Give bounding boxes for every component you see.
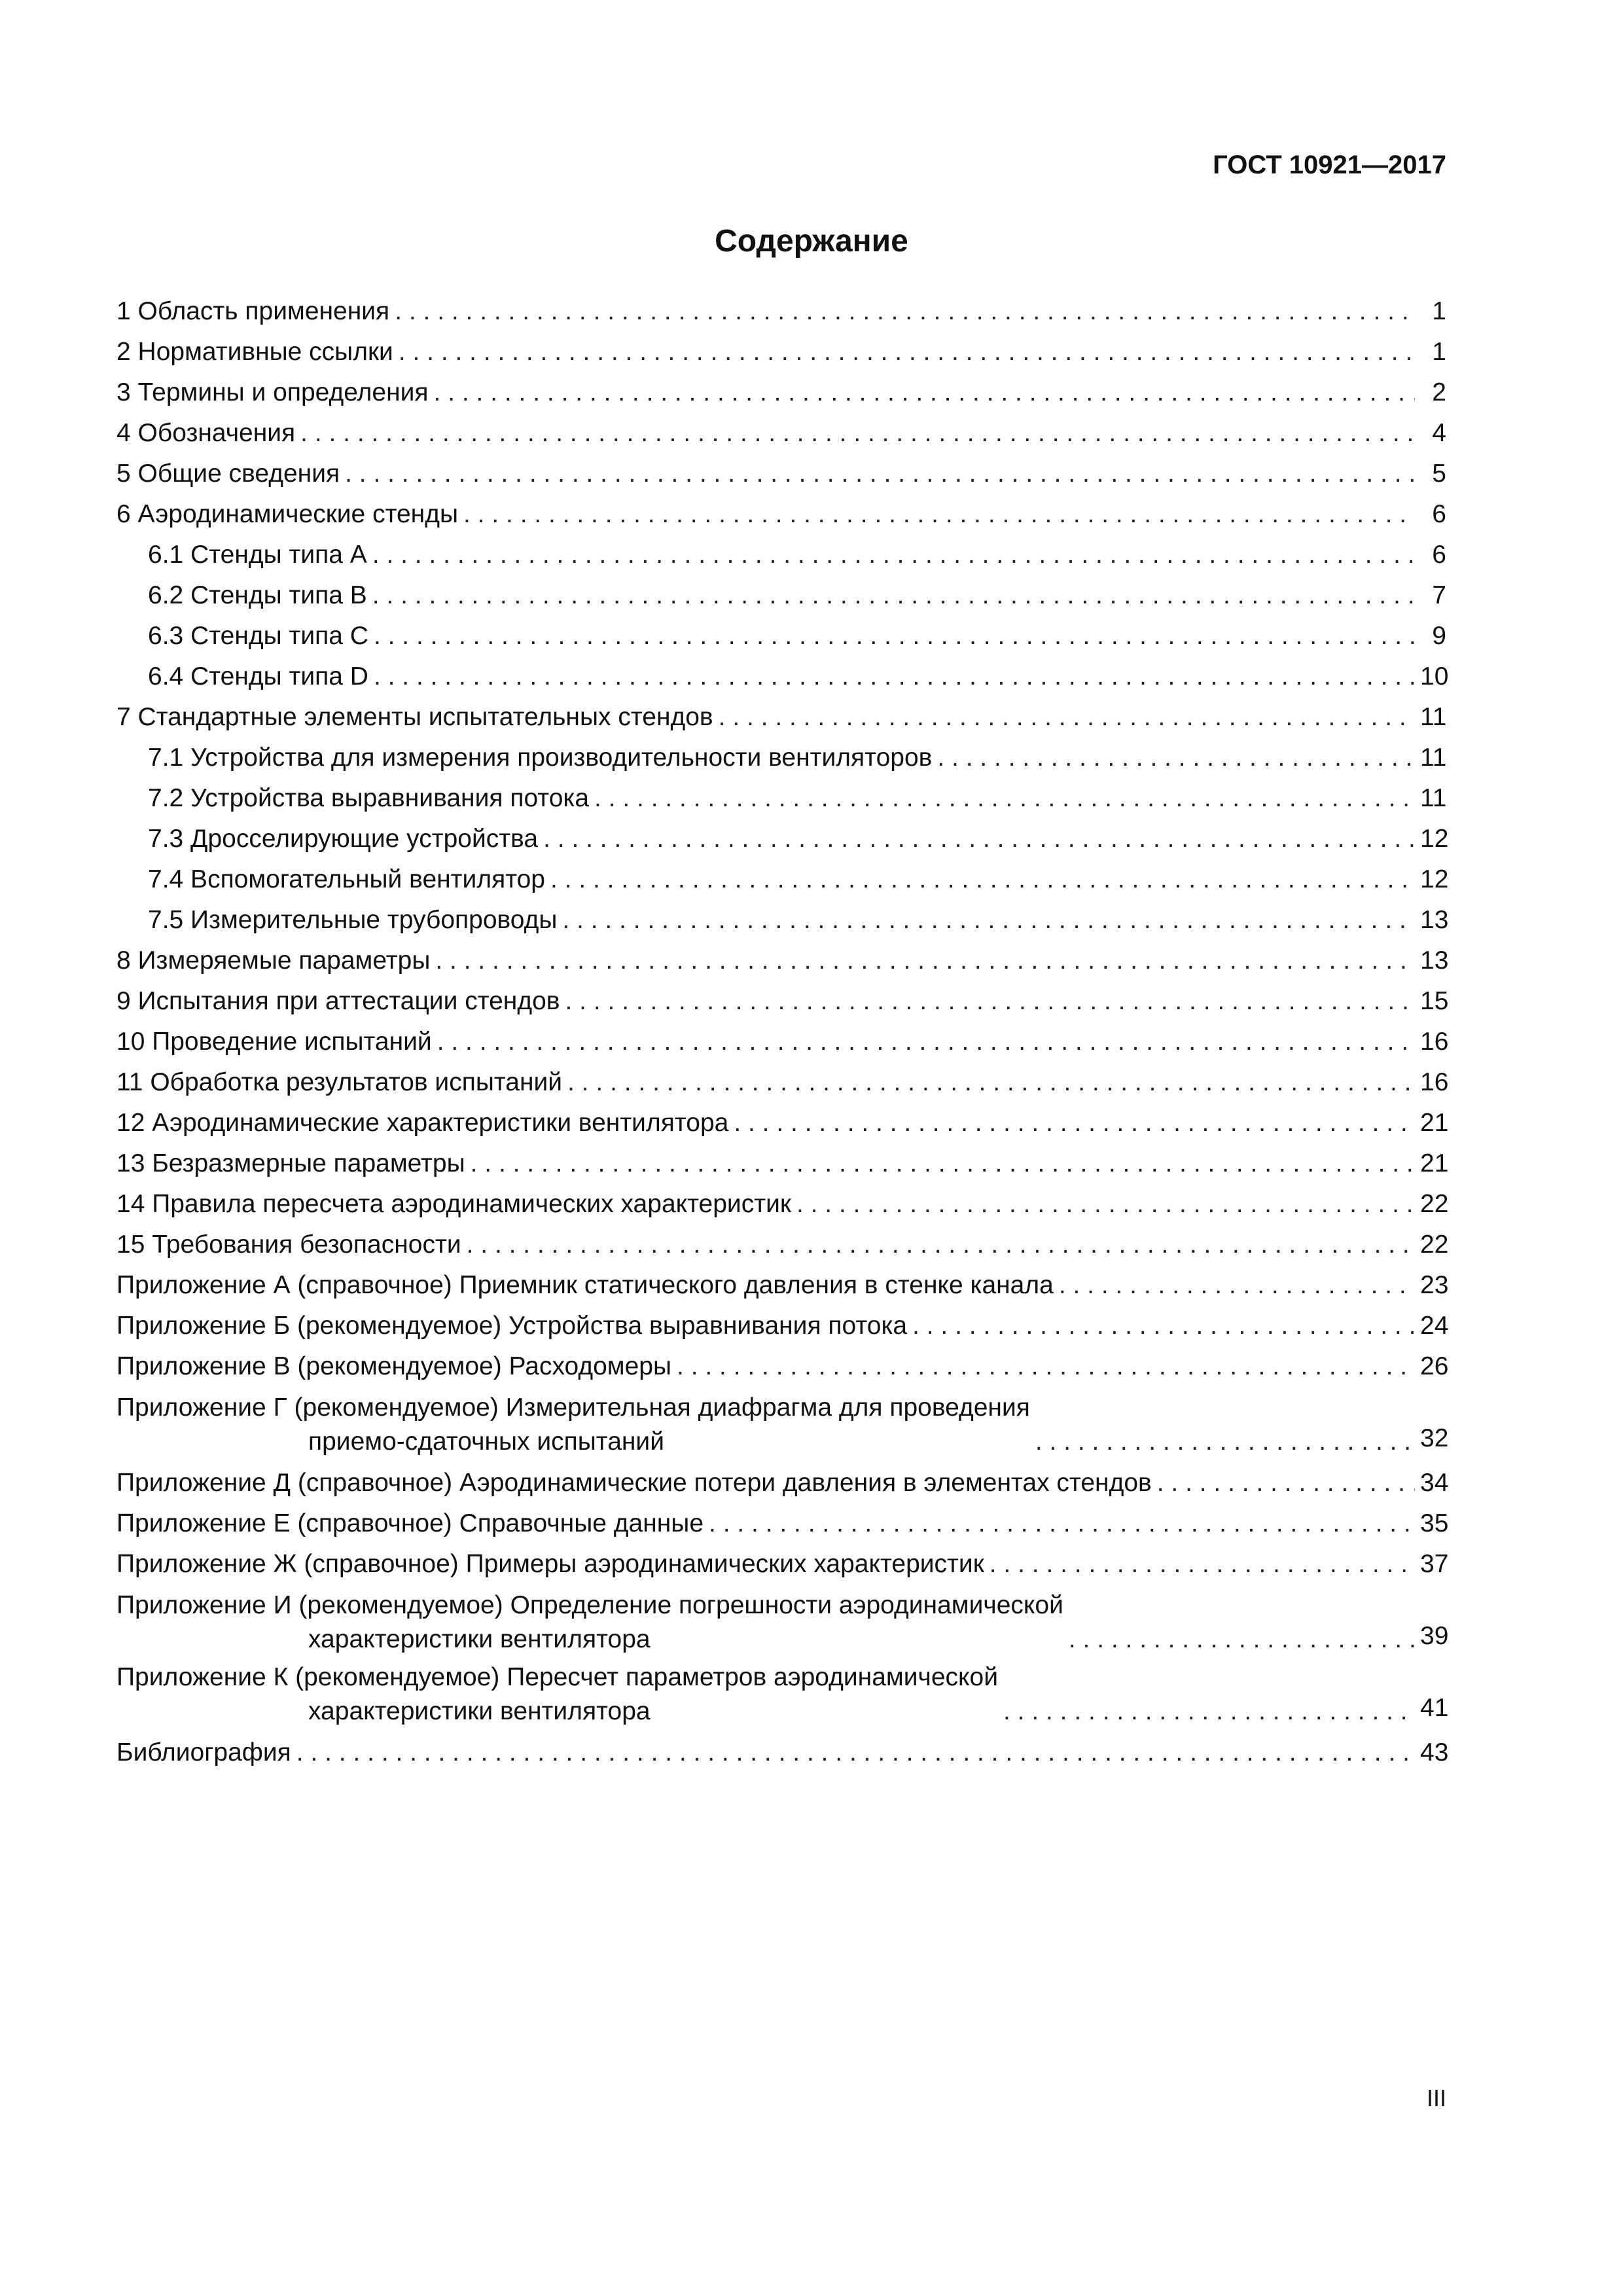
toc-entry[interactable]	[116, 1306, 1449, 1346]
toc-entry[interactable]	[116, 494, 1446, 535]
toc-entry[interactable]	[116, 1391, 1449, 1459]
toc-entry-title	[116, 1143, 465, 1184]
dot-leader	[1059, 1265, 1415, 1306]
dot-leader	[435, 941, 1415, 981]
dot-leader	[719, 697, 1415, 738]
toc-entry-page: 12	[1420, 865, 1449, 893]
toc-entry[interactable]	[116, 656, 1449, 697]
toc-entry-title-line: Приложение А (справочное) Приемник статического давления в стенке канала	[116, 1271, 1054, 1299]
toc-entry-title-line: 2 Нормативные ссылки	[116, 338, 393, 366]
page-folio: III	[1426, 2085, 1446, 2111]
toc-entry-page: 21	[1420, 1109, 1449, 1137]
toc-entry-page: 16	[1420, 1028, 1449, 1056]
toc-entry-page: 34	[1420, 1469, 1449, 1497]
toc-entry-title-line: Приложение Д (справочное) Аэродинамические потери давления в элементах стендов	[116, 1469, 1152, 1497]
dot-leader	[912, 1306, 1415, 1346]
toc-entry-page: 24	[1420, 1312, 1449, 1340]
toc-entry-page: 15	[1420, 987, 1449, 1015]
toc-entry-title-line: 8 Измеряемые параметры	[116, 946, 431, 975]
toc-entry-title	[148, 575, 367, 616]
toc-entry-page: 11	[1420, 744, 1447, 772]
toc-entry-title	[116, 372, 429, 413]
toc-entry-page: 37	[1420, 1550, 1449, 1578]
dot-leader	[345, 454, 1415, 494]
toc-entry-title-line: 12 Аэродинамические характеристики вентилятора	[116, 1109, 729, 1137]
toc-entry-title	[116, 1306, 907, 1346]
toc-entry-title-line: 7.2 Устройства выравнивания потока	[148, 784, 590, 812]
toc-entry[interactable]	[116, 413, 1446, 454]
table-of-contents	[116, 291, 1449, 1773]
toc-entry-title	[116, 1588, 1063, 1657]
toc-entry-title-line: 9 Испытания при аттестации стендов	[116, 987, 560, 1015]
dot-leader	[562, 900, 1415, 941]
toc-entry-page: 43	[1420, 1738, 1449, 1767]
toc-entry-page: 22	[1420, 1190, 1449, 1218]
dot-leader	[467, 1225, 1415, 1265]
toc-entry-page: 26	[1420, 1352, 1449, 1380]
toc-entry-title-line: 6.1 Стенды типа А	[148, 541, 367, 569]
toc-entry-title-line: Приложение Е (справочное) Справочные данные	[116, 1509, 704, 1537]
dot-leader	[399, 332, 1415, 372]
toc-entry-title-line: 10 Проведение испытаний	[116, 1028, 432, 1056]
toc-entry-title	[148, 656, 368, 697]
toc-entry-title-line: 6.3 Стенды типа С	[148, 622, 368, 650]
toc-entry-page: 6	[1432, 500, 1446, 528]
toc-entry-title-line: Приложение Б (рекомендуемое) Устройства выравнивания потока	[116, 1312, 908, 1340]
toc-entry-title-continuation: характеристики вентилятора	[308, 1697, 651, 1725]
toc-entry-title-line: 7 Стандартные элементы испытательных стендов	[116, 703, 713, 731]
dot-leader	[395, 291, 1415, 332]
toc-entry[interactable]	[116, 332, 1446, 372]
toc-entry-title-line: 7.1 Устройства для измерения производительности вентиляторов	[148, 744, 933, 772]
toc-entry-title-line: 7.3 Дросселирующие устройства	[148, 825, 539, 853]
toc-entry-title	[116, 1463, 1152, 1503]
toc-entry-title	[116, 1660, 998, 1729]
toc-entry-page: 13	[1420, 906, 1449, 934]
toc-entry-page: 22	[1420, 1230, 1449, 1259]
toc-entry[interactable]	[116, 819, 1449, 859]
dot-leader	[372, 535, 1415, 575]
toc-entry-title	[148, 738, 932, 778]
toc-entry-title	[116, 1544, 984, 1585]
dot-leader	[463, 494, 1415, 535]
toc-entry-page: 2	[1432, 378, 1446, 406]
dot-leader	[374, 616, 1415, 656]
toc-entry-page: 1	[1432, 297, 1446, 325]
toc-entry-title-line: 11 Обработка результатов испытаний	[116, 1068, 563, 1096]
dot-leader	[734, 1103, 1415, 1143]
toc-title: Содержание	[715, 224, 908, 259]
toc-entry-title-line: 7.4 Вспомогательный вентилятор	[148, 865, 545, 893]
toc-entry-title	[148, 616, 368, 656]
toc-entry[interactable]	[116, 1143, 1449, 1184]
toc-entry-title	[116, 1346, 671, 1387]
toc-entry-page: 41	[1420, 1694, 1449, 1722]
toc-entry-title	[116, 941, 430, 981]
toc-entry-title-line: Библиография	[116, 1738, 291, 1767]
toc-entry-title	[116, 697, 713, 738]
dot-leader	[550, 859, 1415, 900]
toc-entry-title-line: 6.4 Стенды типа D	[148, 662, 368, 691]
toc-entry[interactable]	[116, 738, 1446, 778]
toc-entry[interactable]	[116, 1062, 1449, 1103]
toc-entry[interactable]	[116, 1103, 1449, 1143]
dot-leader	[1003, 1695, 1415, 1729]
toc-entry-page: 39	[1420, 1622, 1449, 1650]
dot-leader	[990, 1544, 1415, 1585]
dot-leader	[374, 656, 1415, 697]
toc-entry-page: 4	[1432, 419, 1446, 447]
toc-entry-page: 11	[1420, 784, 1447, 812]
toc-entry-title	[148, 778, 589, 819]
toc-entry-page: 23	[1420, 1271, 1449, 1299]
toc-entry-page: 12	[1420, 825, 1449, 853]
dot-leader	[372, 575, 1415, 616]
toc-entry-title	[116, 332, 393, 372]
toc-entry-page: 16	[1420, 1068, 1449, 1096]
toc-entry[interactable]	[116, 1544, 1449, 1585]
toc-entry[interactable]	[116, 1346, 1449, 1387]
toc-entry-title	[116, 1503, 704, 1544]
toc-entry[interactable]	[116, 900, 1449, 941]
toc-entry-title	[116, 454, 340, 494]
toc-entry[interactable]	[116, 575, 1446, 616]
dot-leader	[1069, 1623, 1415, 1657]
toc-entry-title	[116, 1022, 432, 1062]
dot-leader	[296, 1732, 1415, 1773]
toc-entry-title-line: 13 Безразмерные параметры	[116, 1149, 465, 1177]
toc-entry[interactable]	[116, 941, 1449, 981]
toc-entry-title-line: 4 Обозначения	[116, 419, 296, 447]
toc-entry-title-line: 14 Правила пересчета аэродинамических характеристик	[116, 1190, 791, 1218]
toc-entry-title-line: 5 Общие сведения	[116, 459, 340, 488]
dot-leader	[471, 1143, 1415, 1184]
toc-entry[interactable]	[116, 697, 1446, 738]
toc-entry-page: 13	[1420, 946, 1449, 975]
toc-entry-title-line: 1 Область применения	[116, 297, 390, 325]
toc-entry-page: 1	[1432, 338, 1446, 366]
dot-leader	[796, 1184, 1415, 1225]
toc-entry-title-line: 6 Аэродинамические стенды	[116, 500, 459, 528]
dot-leader	[677, 1346, 1415, 1387]
toc-entry-title	[116, 1732, 291, 1773]
toc-entry[interactable]	[116, 1022, 1449, 1062]
toc-entry-page: 10	[1420, 662, 1449, 691]
toc-entry[interactable]	[116, 778, 1446, 819]
toc-entry-title-line: Приложение Ж (справочное) Примеры аэродинамических характеристик	[116, 1550, 984, 1578]
toc-entry-page: 21	[1420, 1149, 1449, 1177]
toc-entry-title	[116, 1225, 461, 1265]
toc-entry[interactable]	[116, 1503, 1449, 1544]
dot-leader	[937, 738, 1415, 778]
toc-entry[interactable]	[116, 1184, 1449, 1225]
toc-entry[interactable]	[116, 1463, 1449, 1503]
toc-entry[interactable]	[116, 535, 1446, 575]
toc-entry-title	[148, 819, 538, 859]
toc-entry[interactable]	[116, 1660, 1449, 1729]
toc-entry-title-line: 6.2 Стенды типа В	[148, 581, 367, 609]
toc-entry[interactable]	[116, 291, 1446, 332]
toc-entry[interactable]	[116, 1732, 1449, 1773]
dot-leader	[543, 819, 1415, 859]
toc-entry[interactable]	[116, 859, 1449, 900]
toc-entry-page: 6	[1432, 541, 1446, 569]
toc-entry-page: 11	[1420, 703, 1447, 731]
dot-leader	[1157, 1463, 1415, 1503]
toc-entry-title	[116, 1103, 728, 1143]
toc-entry[interactable]	[116, 981, 1449, 1022]
toc-entry[interactable]	[116, 616, 1446, 656]
toc-entry-title	[116, 1265, 1054, 1306]
document-code: ГОСТ 10921—2017	[1213, 151, 1446, 179]
toc-entry-title	[116, 1391, 1030, 1459]
toc-entry-title-line: Приложение Г (рекомендуемое) Измерительная диафрагма для проведения	[116, 1393, 1030, 1422]
toc-entry-title	[148, 535, 367, 575]
toc-entry-title	[116, 1184, 791, 1225]
toc-entry-page: 32	[1420, 1424, 1449, 1452]
dot-leader	[434, 372, 1415, 413]
toc-entry-title-line: 15 Требования безопасности	[116, 1230, 461, 1259]
dot-leader	[437, 1022, 1415, 1062]
toc-entry-title	[116, 981, 560, 1022]
toc-entry-page: 7	[1432, 581, 1446, 609]
dot-leader	[567, 1062, 1415, 1103]
toc-entry-title-line: Приложение И (рекомендуемое) Определение погрешности аэродинамической	[116, 1591, 1063, 1619]
dot-leader	[594, 778, 1415, 819]
dot-leader	[565, 981, 1415, 1022]
toc-entry-title	[116, 494, 458, 535]
toc-entry[interactable]	[116, 1588, 1449, 1657]
toc-entry-title	[116, 291, 389, 332]
toc-entry-title-continuation: приемо-сдаточных испытаний	[308, 1427, 665, 1456]
toc-entry-page: 9	[1432, 622, 1446, 650]
toc-entry-title	[116, 413, 295, 454]
toc-entry-page: 5	[1432, 459, 1446, 488]
dot-leader	[300, 413, 1415, 454]
toc-entry-title	[148, 900, 557, 941]
toc-entry[interactable]	[116, 372, 1446, 413]
toc-entry-title-line: 7.5 Измерительные трубопроводы	[148, 906, 558, 934]
toc-entry-title-continuation: характеристики вентилятора	[308, 1625, 651, 1653]
toc-entry-title	[116, 1062, 562, 1103]
toc-entry[interactable]	[116, 1225, 1449, 1265]
toc-entry[interactable]	[116, 1265, 1449, 1306]
toc-entry-title-line: Приложение В (рекомендуемое) Расходомеры	[116, 1352, 672, 1380]
toc-entry-title-line: 3 Термины и определения	[116, 378, 429, 406]
toc-entry[interactable]	[116, 454, 1446, 494]
toc-entry-page: 35	[1420, 1509, 1449, 1537]
dot-leader	[1035, 1425, 1415, 1459]
toc-entry-title-line: Приложение К (рекомендуемое) Пересчет параметров аэродинамической	[116, 1663, 998, 1691]
toc-entry-title	[148, 859, 545, 900]
dot-leader	[709, 1503, 1415, 1544]
